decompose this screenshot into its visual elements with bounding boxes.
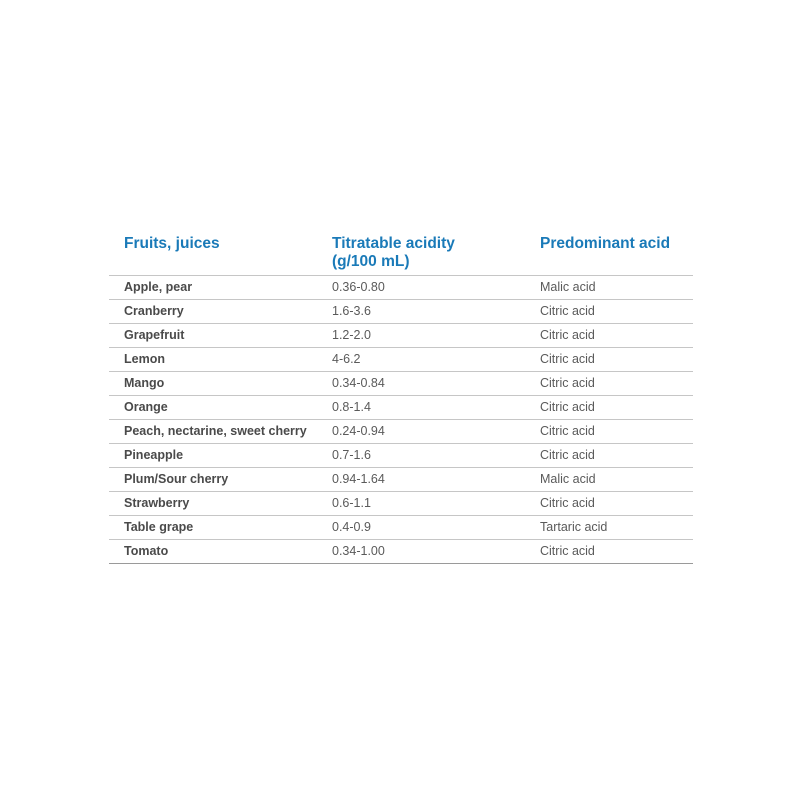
- table-row: [109, 324, 693, 348]
- table-row: [109, 276, 693, 300]
- acid-cell: Citric acid: [525, 444, 693, 468]
- acidity-cell: 0.34-1.00: [317, 540, 525, 564]
- fruit-cell: Orange: [109, 396, 317, 420]
- header-acidity-line1: Titratable acidity: [332, 235, 455, 252]
- table-row: [109, 300, 693, 324]
- fruit-cell: Tomato: [109, 540, 317, 564]
- header-predominant-acid-label: Predominant acid: [540, 235, 671, 252]
- header-fruits-juices: [109, 232, 317, 276]
- fruit-cell: Plum/Sour cherry: [109, 468, 317, 492]
- fruit-cell: Table grape: [109, 516, 317, 540]
- table-row: [109, 468, 693, 492]
- acid-cell: Citric acid: [525, 396, 693, 420]
- acidity-cell: 0.34-0.84: [317, 372, 525, 396]
- acidity-cell: 1.6-3.6: [317, 300, 525, 324]
- acidity-cell: 0.4-0.9: [317, 516, 525, 540]
- table-row: [109, 444, 693, 468]
- fruit-cell: Lemon: [109, 348, 317, 372]
- acid-cell: Citric acid: [525, 372, 693, 396]
- fruit-cell: Cranberry: [109, 300, 317, 324]
- acidity-cell: 0.94-1.64: [317, 468, 525, 492]
- table-row: [109, 348, 693, 372]
- acid-cell: Citric acid: [525, 540, 693, 564]
- acidity-cell: 4-6.2: [317, 348, 525, 372]
- table-row: [109, 540, 693, 564]
- acidity-cell: 0.36-0.80: [317, 276, 525, 300]
- acid-cell: Citric acid: [525, 492, 693, 516]
- header-predominant-acid: [525, 232, 693, 276]
- acid-cell: Citric acid: [525, 324, 693, 348]
- acidity-cell: 0.6-1.1: [317, 492, 525, 516]
- fruit-cell: Apple, pear: [109, 276, 317, 300]
- table-row: [109, 396, 693, 420]
- table-row: [109, 420, 693, 444]
- fruit-cell: Mango: [109, 372, 317, 396]
- header-fruits-juices-label: Fruits, juices: [124, 235, 220, 252]
- table-row: [109, 516, 693, 540]
- acid-cell: Citric acid: [525, 420, 693, 444]
- acid-cell: Tartaric acid: [525, 516, 693, 540]
- acid-cell: Malic acid: [525, 276, 693, 300]
- table-row: [109, 372, 693, 396]
- fruit-cell: Pineapple: [109, 444, 317, 468]
- acidity-cell: 1.2-2.0: [317, 324, 525, 348]
- acid-cell: Citric acid: [525, 348, 693, 372]
- header-acidity-line2: (g/100 mL): [332, 253, 410, 270]
- acid-cell: Malic acid: [525, 468, 693, 492]
- fruit-cell: Grapefruit: [109, 324, 317, 348]
- acidity-cell: 0.8-1.4: [317, 396, 525, 420]
- fruit-cell: Strawberry: [109, 492, 317, 516]
- acidity-cell: 0.24-0.94: [317, 420, 525, 444]
- header-titratable-acidity: [317, 232, 525, 276]
- acid-cell: Citric acid: [525, 300, 693, 324]
- acidity-table: [109, 232, 693, 564]
- header-row: [109, 232, 693, 276]
- fruit-cell: Peach, nectarine, sweet cherry: [109, 420, 317, 444]
- acidity-cell: 0.7-1.6: [317, 444, 525, 468]
- table-row: [109, 492, 693, 516]
